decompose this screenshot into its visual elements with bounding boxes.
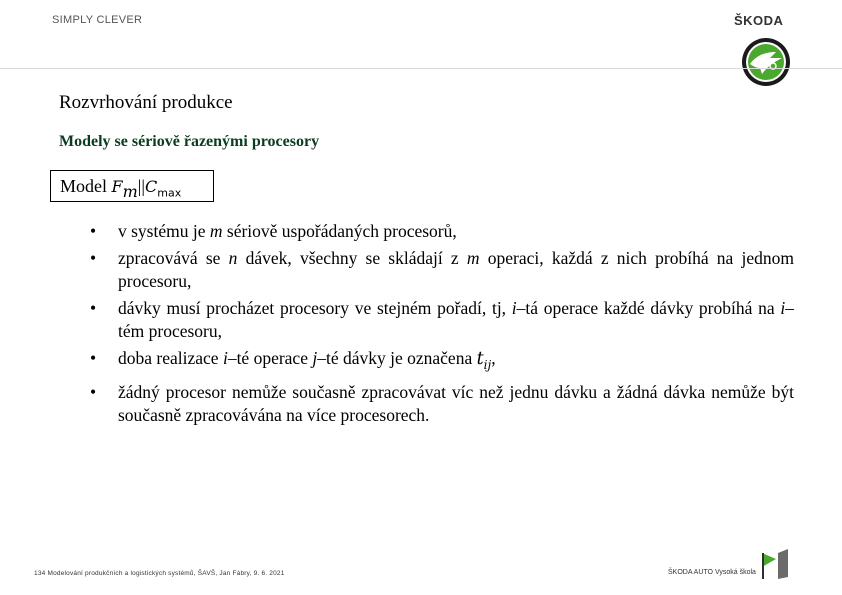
text-part: dávek, všechny se skládají z <box>237 248 467 268</box>
skoda-logo-icon <box>740 36 792 88</box>
text-part: , <box>491 348 496 368</box>
footer-citation: 134 Modelování produkčních a logistických systémů, ŠAVŠ, Jan Fábry, 9. 6. 2021 <box>34 570 285 577</box>
formula-separator: || <box>137 176 145 196</box>
formula-f: F <box>111 177 123 196</box>
list-item <box>90 220 794 243</box>
text-part: žádný procesor nemůže současně zpracovávat víc než jednu dávku a žádná dávka nemůže být současně zpracovávána na více procesorech. <box>118 381 794 425</box>
header-divider <box>0 68 842 69</box>
bullet-list <box>90 220 794 431</box>
text-part: –té dávky je označena <box>317 348 477 368</box>
text-part: doba realizace <box>118 348 223 368</box>
text-var: i <box>511 298 517 318</box>
text-part: zpracovává se <box>118 248 229 268</box>
text-var: m <box>209 221 223 241</box>
formula-c: C <box>145 177 158 196</box>
text-var: j <box>312 348 318 368</box>
tagline: SIMPLY CLEVER <box>52 14 143 26</box>
text-part: –tá operace každé dávky probíhá na <box>516 298 781 318</box>
text-part: –tém procesoru, <box>118 298 794 341</box>
text-var: i <box>780 298 786 318</box>
text-var: m <box>466 248 480 268</box>
text-part: –té operace <box>227 348 313 368</box>
footer-school: ŠKODA AUTO Vysoká škola <box>668 569 756 576</box>
text-part: v systému je <box>118 221 210 241</box>
list-item <box>90 297 794 343</box>
text-var: n <box>228 248 238 268</box>
brand-name: ŠKODA <box>734 13 784 28</box>
school-flag-icon <box>758 549 792 581</box>
formula-max: max <box>157 186 182 200</box>
text-part: dávky musí procházet procesory ve stejném pořadí, tj, <box>118 298 512 318</box>
model-label: Model <box>60 176 107 196</box>
text-var: t <box>476 349 484 369</box>
list-item <box>90 347 794 377</box>
text-var: i <box>222 348 228 368</box>
text-part: sériově uspořádaných procesorů, <box>222 221 457 241</box>
formula-m: m <box>122 181 138 201</box>
slide-subtitle: Modely se sériově řazenými procesory <box>59 133 320 150</box>
model-box <box>50 170 214 202</box>
text-subscript: ij <box>483 357 492 372</box>
list-item <box>90 381 794 427</box>
text-part: operaci, každá z nich probíhá na jednom procesoru, <box>118 248 794 291</box>
slide-title: Rozvrhování produkce <box>59 92 233 113</box>
list-item <box>90 247 794 293</box>
